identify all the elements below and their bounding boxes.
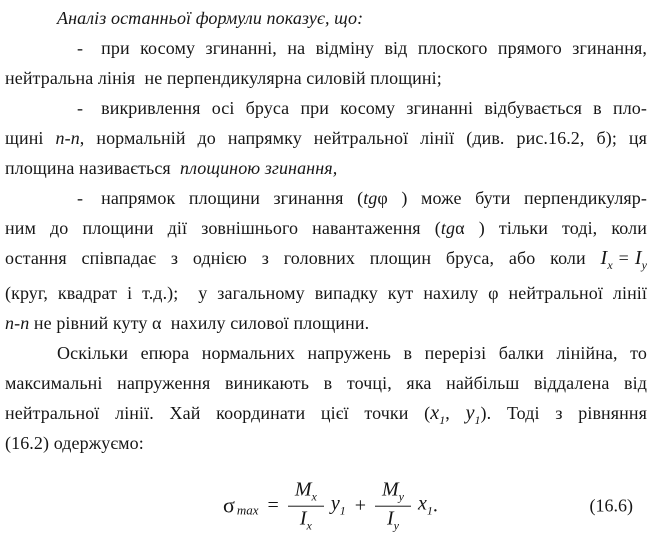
intro-text: Аналіз останньої формули показує, що: [57,8,364,28]
p4-text1c: нейтральної лінії [498,283,648,303]
paragraph5-line2 [5,368,647,398]
bullet-dash: - [77,38,84,58]
bullet2-line3 [5,153,647,183]
plus-sign: + [354,494,366,517]
y1-term: $y_1$ [330,493,346,518]
equation-16-6 [223,479,438,534]
paragraph5-line4 [5,428,647,458]
bullet2-text1: викривлення осі бруса при косому згинанні відбувається в пло- [101,98,647,118]
phi-symbol: φ [377,188,388,208]
paragraph4-line1 [5,278,647,308]
sigma-symbol: σ [223,493,235,518]
period: . [432,494,438,517]
fraction-mx-ix [288,479,324,534]
bullet1-line2 [5,63,647,93]
paragraph4-line2 [5,308,647,338]
p5-text3a: нейтральної лінії. Хай координати цієї точки ( [5,403,431,423]
equation-number: (16.6) [589,495,633,516]
fraction-denominator: $I_y$ [386,507,399,533]
x1-term: $x_1$ [417,493,433,518]
equation-block [5,466,647,546]
intro-line [5,3,647,33]
bullet3-text2d: ) тільки тоді, коли [464,218,647,238]
fraction-denominator: $I_x$ [299,507,312,533]
bullet1-text1: при косому згинанні, на відміну від плоского прямого згинання, [101,38,647,58]
p5-text2: максимальні напруження виникають в точці, яка найбільш віддалена від [5,373,647,393]
phi-symbol: φ [488,283,499,303]
fraction-my-iy [375,479,411,534]
alpha-symbol: α [455,218,465,238]
alpha-symbol: α [152,313,162,333]
bullet3-text3a: остання співпадає з однією з головних площин бруса, або коли [5,248,601,268]
inertia-ix-symbol: $I_x$ [600,247,613,272]
sigma-max-subscript: max [236,503,259,518]
bullet3-line3 [5,243,647,273]
fraction-numerator: $M_x$ [288,479,324,507]
p5-text3d: , [445,403,466,423]
bullet3-text2a: ним до площини дії зовнішнього навантаження ( [5,218,441,238]
bullet1-text2: нейтральна лінія не перпендикулярна силовій площині; [5,68,442,88]
bullet2-text2c: , нормальній до напрямку нейтральної лінії (див. рис.16.2, б); ця [79,128,647,148]
p4-text2d: нахилу силової площини. [161,313,370,333]
tg-symbol: tg [440,218,456,238]
p5-text3g: ). Тоді з рівняння [480,403,647,423]
paragraph5-line3 [5,398,647,428]
paragraph5-line1 [5,338,647,368]
bullet2-line2 [5,123,647,153]
bullet-dash: - [77,188,84,208]
p5-text4: (16.2) одержуємо: [5,433,144,453]
fraction-numerator: $M_y$ [375,479,411,507]
p4-text1a: (круг, квадрат і т.д.); у загальному випадку кут нахилу [5,283,489,303]
y1-coordinate: $y_1$ [465,402,481,427]
tg-symbol: tg [363,188,378,208]
bullet2-line1 [5,93,647,123]
n-n-symbol: n-n [55,128,80,148]
p4-text2b: не рівний куту [29,313,153,333]
n-n-symbol: n-n [5,313,30,333]
bullet-dash: - [77,98,84,118]
bending-plane-term: площиною згинання, [180,158,338,178]
p5-text1: Оскільки епюра нормальних напружень в перерізі балки лінійна, то [57,343,647,363]
bullet3-line1 [5,183,647,213]
x1-coordinate: $x_1$ [430,402,446,427]
equals-sign: = [618,248,629,268]
bullet2-text2a: щині [5,128,56,148]
inertia-iy-symbol: $I_y$ [634,247,647,272]
bullet3-text1d: ) може бути перпендикуляр- [387,188,648,208]
bullet2-text3a: площина називається [5,158,181,178]
bullet3-text1a: напрямок площини згинання ( [101,188,364,208]
equals-sign: = [267,494,279,517]
bullet3-line2 [5,213,647,243]
bullet1-line1 [5,33,647,63]
